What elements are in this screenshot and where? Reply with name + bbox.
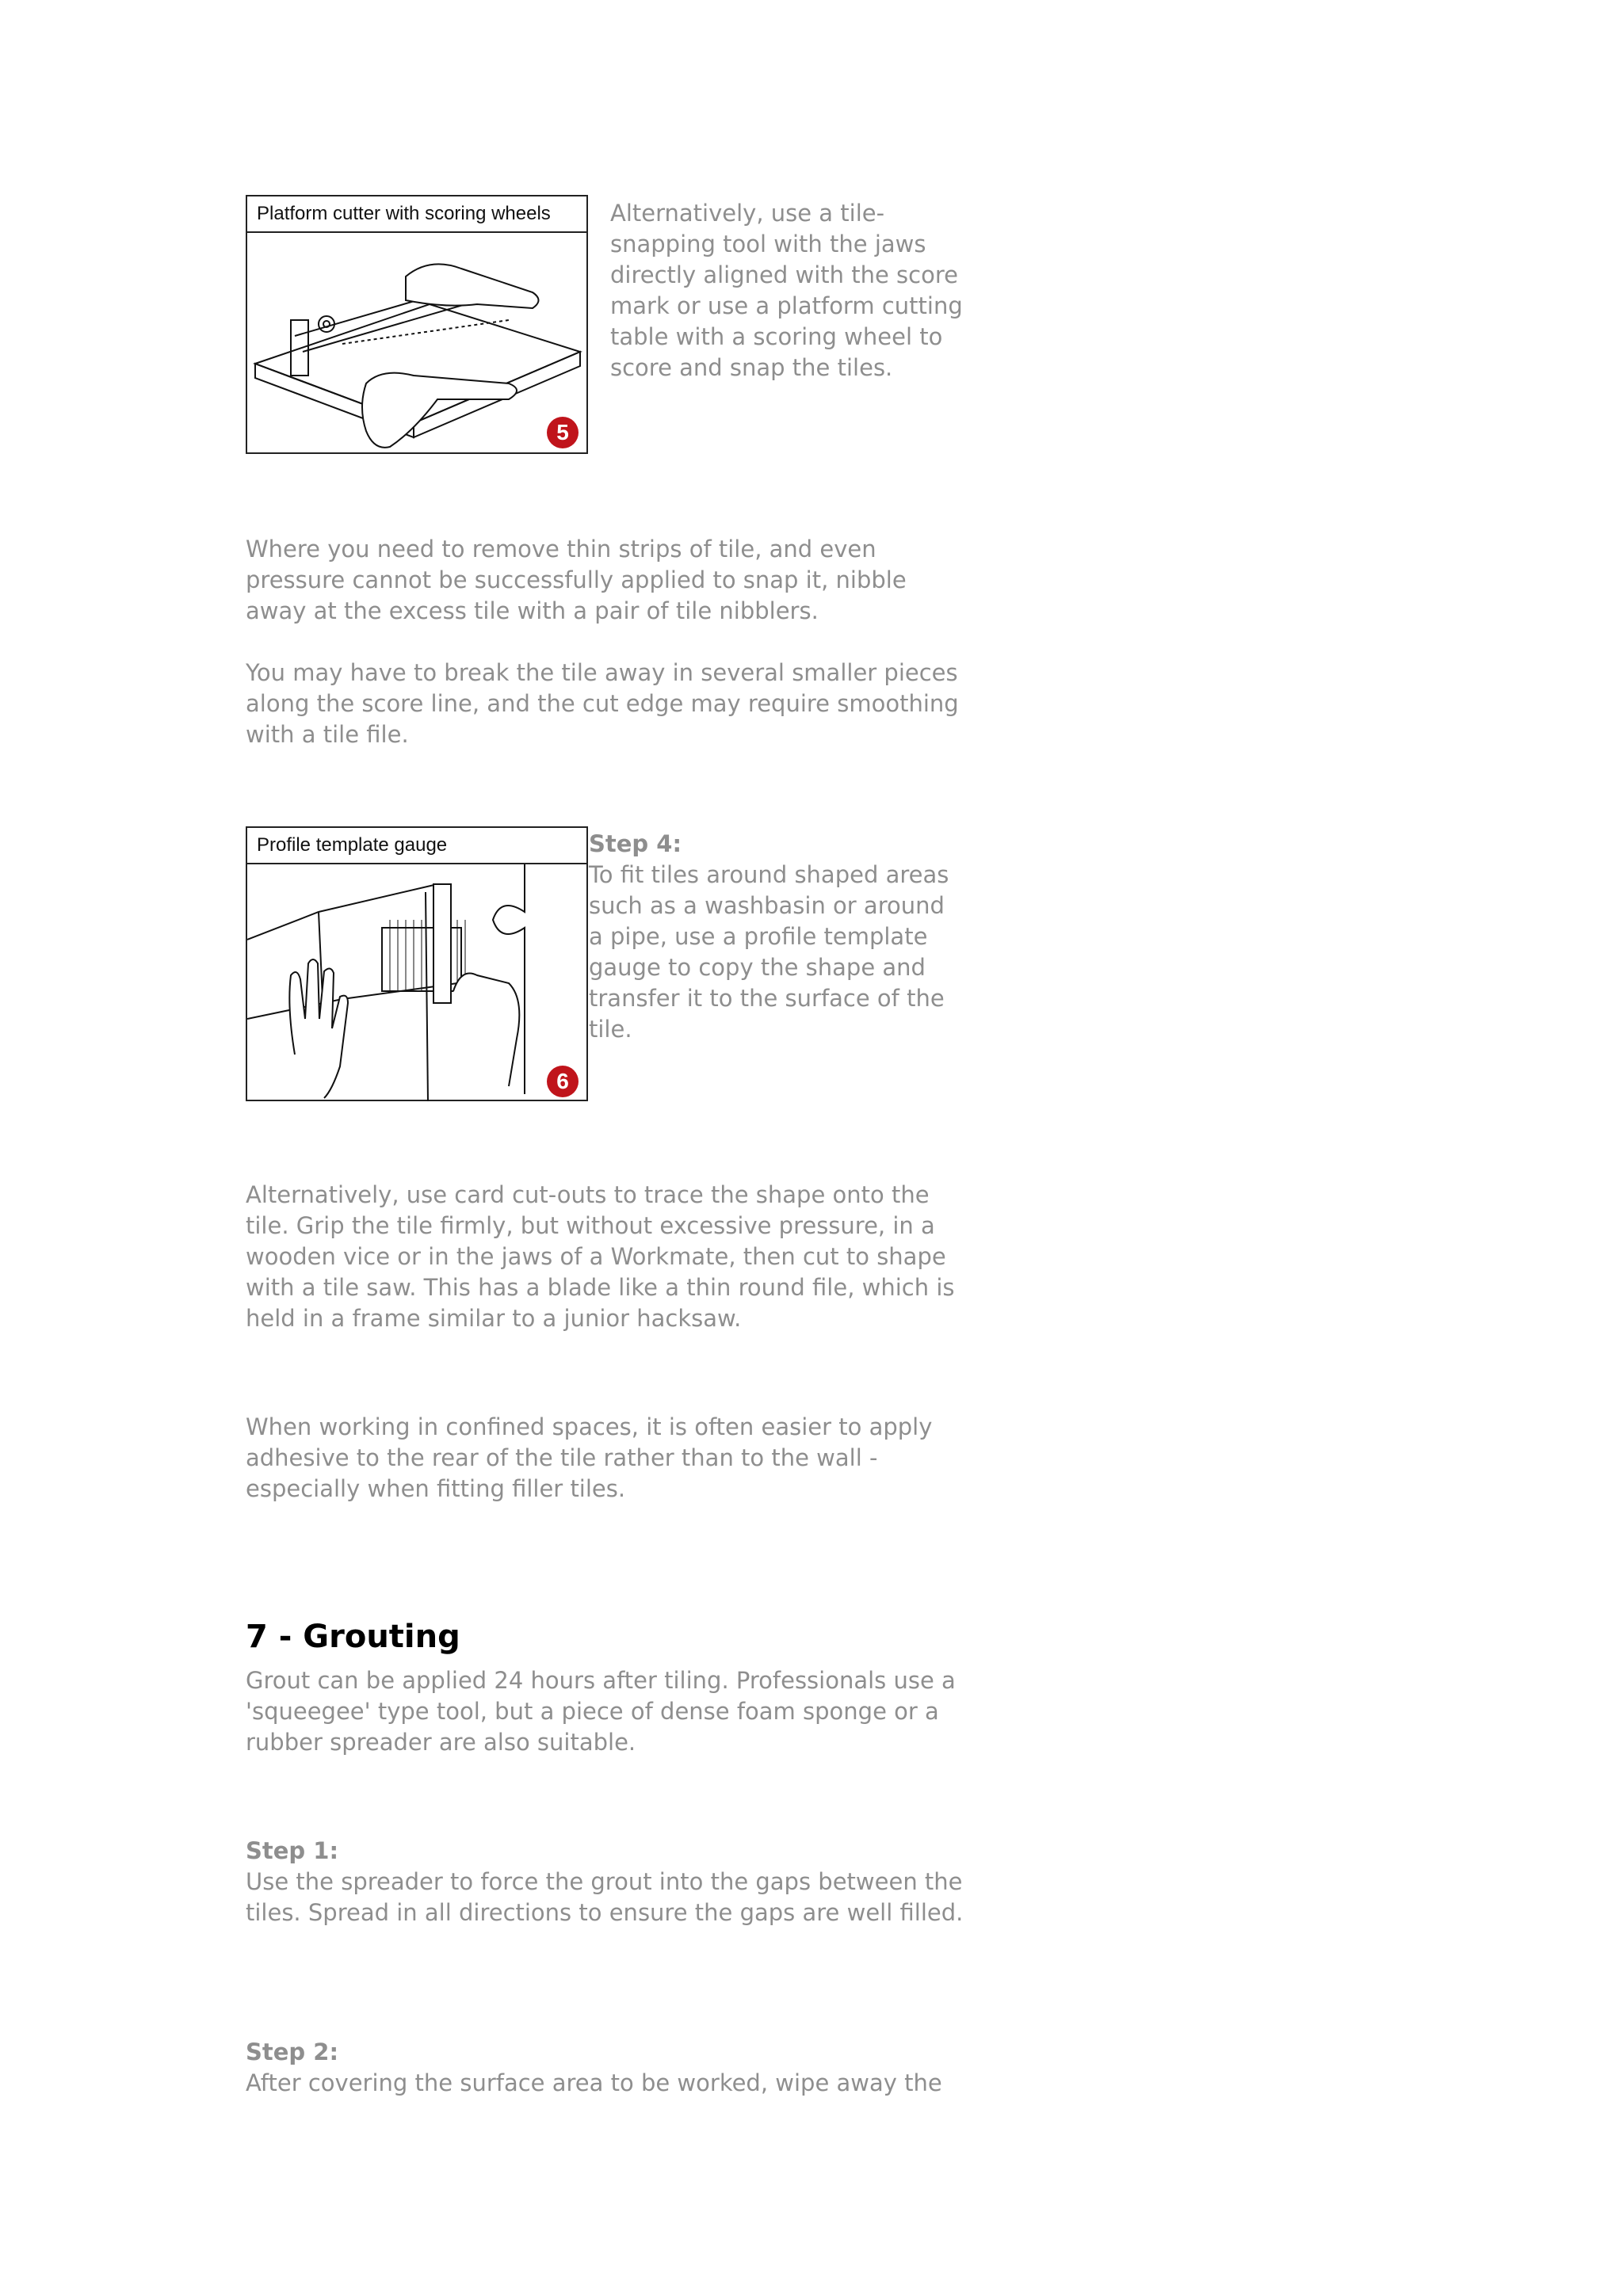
- step-number-badge: 6: [547, 1066, 579, 1097]
- step4-block: [589, 829, 953, 1045]
- grouting-step2: [246, 2037, 967, 2099]
- figure-caption: Platform cutter with scoring wheels: [247, 196, 586, 233]
- step1-text: Use the spreader to force the grout into the gaps between the tiles. Spread in all directions to ensure the gaps are well filled.: [246, 1868, 964, 1926]
- figure-profile-gauge: [246, 826, 588, 1101]
- paragraph-break-tile: You may have to break the tile away in several smaller pieces along the score line, and the cut edge may require smoothing with a tile file.: [246, 659, 959, 748]
- figure-platform-cutter: [246, 195, 588, 454]
- grouting-step1: [246, 1836, 967, 1928]
- step2-label: Step 2:: [246, 2039, 339, 2065]
- step1-label: Step 1:: [246, 1837, 339, 1864]
- paragraph-card-cutouts: Alternatively, use card cut-outs to trace the shape onto the tile. Grip the tile firmly, but without excessive pressure, in a wooden vice or in the jaws of a Workmate, then cut to shape with a tile saw. This has a blade like a thin round file, which is held in a frame similar to a junior hacksaw.: [246, 1181, 955, 1332]
- profile-gauge-illustration: [247, 864, 586, 1101]
- paragraph-confined-spaces: When working in confined spaces, it is often easier to apply adhesive to the rear of the tile rather than to the wall - especially when fitting filler tiles.: [246, 1413, 933, 1502]
- platform-cutter-illustration: [247, 233, 586, 454]
- step4-text: To fit tiles around shaped areas such as a washbasin or around a pipe, use a profile template gauge to copy the shape and transfer it to the surface of the tile.: [589, 861, 949, 1043]
- figure5-description: Alternatively, use a tile-snapping tool with the jaws directly aligned with the score mark or use a platform cutting table with a scoring wheel to score and snap the tiles.: [610, 200, 963, 381]
- paragraph-nibblers: Where you need to remove thin strips of tile, and even pressure cannot be successfully applied to snap it, nibble away at the excess tile with a pair of tile nibblers.: [246, 536, 907, 624]
- figure-caption: Profile template gauge: [247, 828, 586, 864]
- grouting-intro: Grout can be applied 24 hours after tiling. Professionals use a 'squeegee' type tool, but a piece of dense foam sponge or a rubber spreader are also suitable.: [246, 1667, 956, 1756]
- section-heading-grouting: 7 - Grouting: [246, 1619, 460, 1655]
- step4-label: Step 4:: [589, 830, 682, 857]
- step-number-badge: 5: [547, 417, 579, 448]
- step2-text: After covering the surface area to be worked, wipe away the: [246, 2069, 942, 2096]
